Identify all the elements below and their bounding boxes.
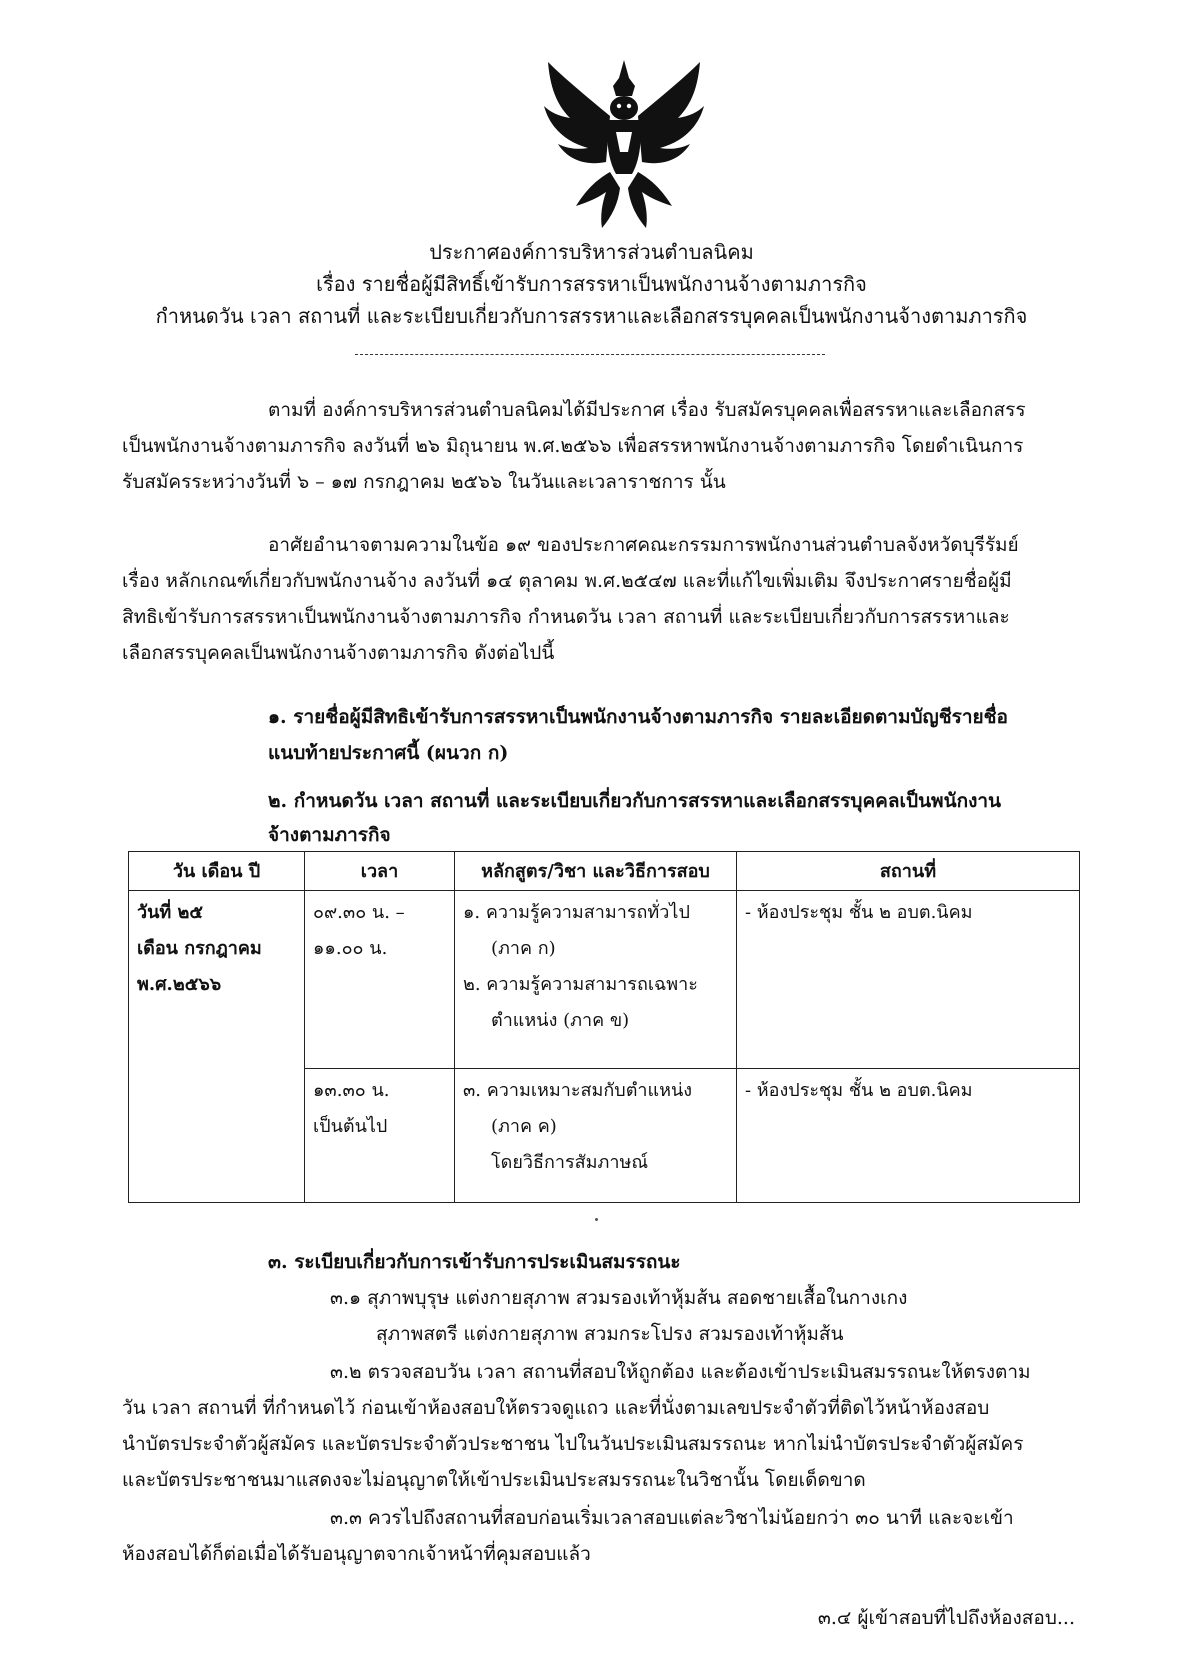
- para2-line: อาศัยอำนาจตามความในข้อ ๑๙ ของประกาศคณะกรรมการพนักงานส่วนตำบลจังหวัดบุรีรัมย์: [268, 534, 1019, 556]
- item3-1-men: ๓.๑ สุภาพบุรุษ แต่งกายสุภาพ สวมรองเท้าหุ้มส้น สอดชายเสื้อในกางเกง: [330, 1287, 908, 1309]
- subject-line: (ภาค ค): [491, 1116, 557, 1137]
- item3-3-line: ๓.๓ ควรไปถึงสถานที่สอบก่อนเริ่มเวลาสอบแต่ละวิชาไม่น้อยกว่า ๓๐ นาที และจะเข้า: [330, 1507, 1014, 1529]
- place-cell: [737, 891, 1080, 1069]
- subject-line: โดยวิธีการสัมภาษณ์: [491, 1152, 649, 1173]
- item1-line: แนบท้ายประกาศนี้ (ผนวก ก): [268, 742, 509, 764]
- header-place: สถานที่: [737, 852, 1080, 891]
- time-end: ๑๑.๐๐ น.: [313, 938, 388, 959]
- para2-line: เลือกสรรบุคคลเป็นพนักงานจ้างตามภารกิจ ดังต่อไปนี้: [122, 642, 555, 664]
- item2-line: จ้างตามภารกิจ: [268, 824, 391, 846]
- para2-line: สิทธิเข้ารับการสรรหาเป็นพนักงานจ้างตามภารกิจ กำหนดวัน เวลา สถานที่ และระเบียบเกี่ยวกับการสรรหาและ: [122, 606, 1010, 628]
- announcement-subject: เรื่อง รายชื่อผู้มีสิทธิ์เข้ารับการสรรหาเป็นพนักงานจ้างตามภารกิจ: [316, 272, 867, 296]
- date-month: เดือน กรกฎาคม: [137, 938, 262, 959]
- item3-1-women: สุภาพสตรี แต่งกายสุภาพ สวมกระโปรง สวมรองเท้าหุ้มส้น: [376, 1323, 844, 1345]
- header-divider: [355, 354, 825, 355]
- item3-title: ๓. ระเบียบเกี่ยวกับการเข้ารับการประเมินสมรรถนะ: [268, 1251, 681, 1273]
- continued-text: ๓.๔ ผู้เข้าสอบที่ไปถึงห้องสอบ...: [817, 1607, 1075, 1629]
- date-cell: [129, 891, 305, 1203]
- para1-line: รับสมัครระหว่างวันที่ ๖ – ๑๗ กรกฎาคม ๒๕๖๖ ในวันและเวลาราชการ นั้น: [122, 471, 726, 493]
- time-start: ๑๓.๓๐ น.: [313, 1080, 390, 1101]
- item1-line: ๑. รายชื่อผู้มีสิทธิเข้ารับการสรรหาเป็นพนักงานจ้างตามภารกิจ รายละเอียดตามบัญชีรายชื่อ: [268, 706, 1008, 728]
- para1-line: ตามที่ องค์การบริหารส่วนตำบลนิคมได้มีประกาศ เรื่อง รับสมัครบุคคลเพื่อสรรหาและเลือกสรร: [268, 399, 1026, 421]
- item2-line: ๒. กำหนดวัน เวลา สถานที่ และระเบียบเกี่ยวกับการสรรหาและเลือกสรรบุคคลเป็นพนักงาน: [268, 790, 1002, 812]
- announcement-subtitle: กำหนดวัน เวลา สถานที่ และระเบียบเกี่ยวกับการสรรหาและเลือกสรรบุคคลเป็นพนักงานจ้างตามภารกิจ: [155, 304, 1028, 328]
- item3-2-line: และบัตรประชาชนมาแสดงจะไม่อนุญาตให้เข้าประเมินประสมรรถนะในวิชานั้น โดยเด็ดขาด: [122, 1469, 866, 1491]
- subject-line: (ภาค ก): [491, 938, 556, 959]
- schedule-table: [128, 851, 1080, 1203]
- time-start: ๐๙.๓๐ น. –: [313, 902, 405, 923]
- subject-cell: [455, 1069, 737, 1203]
- announcement-title: ประกาศองค์การบริหารส่วนตำบลนิคม: [429, 240, 754, 264]
- place-text: - ห้องประชุม ชั้น ๒ อบต.นิคม: [745, 902, 973, 923]
- stray-dot: [595, 1218, 598, 1221]
- header-subject: หลักสูตร/วิชา และวิธีการสอบ: [455, 852, 737, 891]
- item3-2-line: นำบัตรประจำตัวผู้สมัคร และบัตรประจำตัวประชาชน ไปในวันประเมินสมรรถนะ หากไม่นำบัตรประจำตัวผู้สมัคร: [122, 1433, 1024, 1455]
- garuda-emblem-icon: [536, 56, 712, 232]
- item3-3-line: ห้องสอบได้ก็ต่อเมื่อได้รับอนุญาตจากเจ้าหน้าที่คุมสอบแล้ว: [122, 1543, 591, 1565]
- date-day: วันที่ ๒๕: [137, 902, 204, 923]
- header-time: เวลา: [305, 852, 455, 891]
- time-cell: [305, 1069, 455, 1203]
- date-year: พ.ศ.๒๕๖๖: [137, 974, 222, 995]
- table-row: [129, 891, 1080, 1069]
- time-end: เป็นต้นไป: [313, 1116, 388, 1137]
- subject-line: ๓. ความเหมาะสมกับตำแหน่ง: [463, 1080, 693, 1101]
- table-header-row: [129, 852, 1080, 891]
- subject-line: ๑. ความรู้ความสามารถทั่วไป: [463, 902, 690, 923]
- subject-line: ๒. ความรู้ความสามารถเฉพาะ: [463, 974, 698, 995]
- place-cell: [737, 1069, 1080, 1203]
- item3-2-line: ๓.๒ ตรวจสอบวัน เวลา สถานที่สอบให้ถูกต้อง และต้องเข้าประเมินสมรรถนะให้ตรงตาม: [330, 1361, 1031, 1383]
- place-text: - ห้องประชุม ชั้น ๒ อบต.นิคม: [745, 1080, 973, 1101]
- para1-line: เป็นพนักงานจ้างตามภารกิจ ลงวันที่ ๒๖ มิถุนายน พ.ศ.๒๕๖๖ เพื่อสรรหาพนักงานจ้างตามภารกิจ โดยดำเนินการ: [122, 435, 1024, 457]
- time-cell: [305, 891, 455, 1069]
- para2-line: เรื่อง หลักเกณฑ์เกี่ยวกับพนักงานจ้าง ลงวันที่ ๑๔ ตุลาคม พ.ศ.๒๕๔๗ และที่แก้ไขเพิ่มเติม จึงประกาศรายชื่อผู้มี: [122, 570, 1012, 592]
- subject-line: ตำแหน่ง (ภาค ข): [491, 1010, 630, 1031]
- item3-2-line: วัน เวลา สถานที่ ที่กำหนดไว้ ก่อนเข้าห้องสอบให้ตรวจดูแถว และที่นั่งตามเลขประจำตัวที่ติดไว้หน้าห้องสอบ: [122, 1397, 990, 1419]
- subject-cell: [455, 891, 737, 1069]
- header-date: วัน เดือน ปี: [129, 852, 305, 891]
